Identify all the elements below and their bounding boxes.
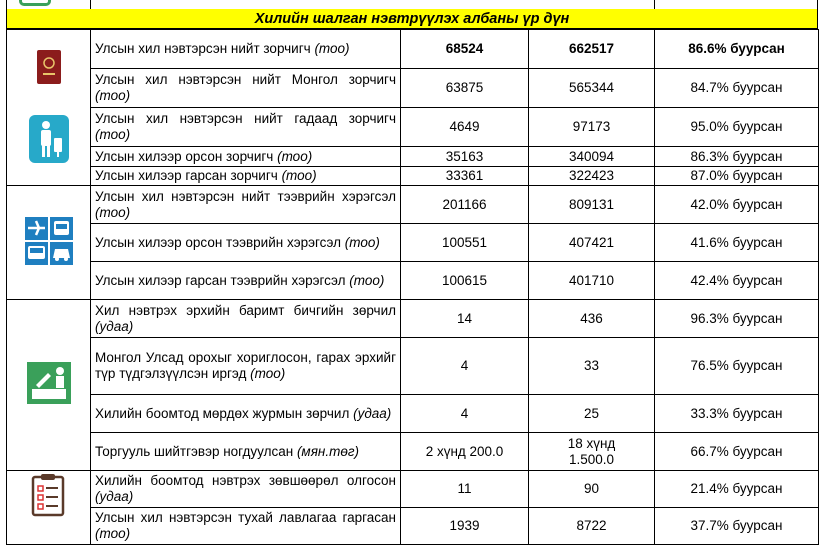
checklist-icon [29, 473, 69, 521]
value-current: 4 [401, 338, 529, 395]
passport-icon [33, 48, 65, 92]
transport-icon [24, 216, 74, 270]
value-previous: 662517 [529, 30, 655, 69]
value-previous: 25 [529, 395, 655, 433]
table-row [7, 471, 819, 508]
row-description: Торгууль шийтгэвэр ногдуулсан (мян.төг) [91, 433, 401, 471]
value-previous: 407421 [529, 224, 655, 262]
change-percent: 96.3% буурсан [655, 300, 819, 338]
value-previous: 565344 [529, 69, 655, 108]
value-current: 201166 [401, 186, 529, 224]
change-percent: 33.3% буурсан [655, 395, 819, 433]
change-percent: 21.4% буурсан [655, 471, 819, 508]
table-row [7, 69, 819, 108]
previous-table-edge [6, 0, 818, 9]
row-description: Улсын хил нэвтэрсэн нийт тээврийн хэрэгсэл (тоо) [91, 186, 401, 224]
row-description: Хилийн боомтод мөрдөх журмын зөрчил (удаа) [91, 395, 401, 433]
change-percent: 86.3% буурсан [655, 147, 819, 167]
table-row [7, 262, 819, 300]
table-row [7, 338, 819, 395]
change-percent: 87.0% буурсан [655, 167, 819, 186]
value-previous: 33 [529, 338, 655, 395]
change-percent: 42.0% буурсан [655, 186, 819, 224]
change-percent: 37.7% буурсан [655, 508, 819, 545]
row-description: Улсын хилээр гарсан зорчигч (тоо) [91, 167, 401, 186]
row-description: Улсын хил нэвтэрсэн нийт гадаад зорчигч (тоо) [91, 108, 401, 147]
section-title: Хилийн шалган нэвтрүүлэх албаны үр дүн [6, 9, 818, 29]
table-row [7, 224, 819, 262]
row-description: Хил нэвтрэх эрхийн баримт бичгийн зөрчил (удаа) [91, 300, 401, 338]
row-description: Улсын хилээр гарсан тээврийн хэрэгсэл (тоо) [91, 262, 401, 300]
value-current: 33361 [401, 167, 529, 186]
row-description: Улсын хил нэвтэрсэн тухай лавлагаа гаргасан (тоо) [91, 508, 401, 545]
value-current: 14 [401, 300, 529, 338]
change-percent: 95.0% буурсан [655, 108, 819, 147]
row-description: Улсын хилээр орсон зорчигч (тоо) [91, 147, 401, 167]
table-row [7, 167, 819, 186]
value-current: 63875 [401, 69, 529, 108]
value-current: 11 [401, 471, 529, 508]
table-row [7, 433, 819, 471]
value-current: 100551 [401, 224, 529, 262]
value-previous: 401710 [529, 262, 655, 300]
row-description: Монгол Улсад орохыг хориглосон, гарах эрхийг түр түдгэлзүүлсэн иргэд (тоо) [91, 338, 401, 395]
value-current: 68524 [401, 30, 529, 69]
value-previous: 90 [529, 471, 655, 508]
truncated-icon [19, 0, 51, 6]
permit-icon-cell [7, 471, 91, 545]
table-row [7, 147, 819, 167]
value-current: 100615 [401, 262, 529, 300]
row-description: Улсын хил нэвтэрсэн нийт зорчигч (тоо) [91, 30, 401, 69]
change-percent: 42.4% буурсан [655, 262, 819, 300]
value-previous: 809131 [529, 186, 655, 224]
traveler-icon [28, 114, 70, 168]
passenger-icon-cell [7, 30, 91, 186]
table-row [7, 300, 819, 338]
change-percent: 66.7% буурсан [655, 433, 819, 471]
value-current: 1939 [401, 508, 529, 545]
value-current: 4 [401, 395, 529, 433]
value-previous: 18 хүнд 1.500.0 [529, 433, 655, 471]
value-current: 2 хүнд 200.0 [401, 433, 529, 471]
row-description: Хилийн боомтод нэвтрэх зөвшөөрөл олгосон (удаа) [91, 471, 401, 508]
table-row [7, 30, 819, 69]
table-row [7, 186, 819, 224]
value-previous: 436 [529, 300, 655, 338]
change-percent: 86.6% буурсан [655, 30, 819, 69]
vehicle-icon-cell [7, 186, 91, 300]
value-previous: 340094 [529, 147, 655, 167]
value-current: 35163 [401, 147, 529, 167]
change-percent: 84.7% буурсан [655, 69, 819, 108]
change-percent: 76.5% буурсан [655, 338, 819, 395]
table-row [7, 508, 819, 545]
value-previous: 8722 [529, 508, 655, 545]
change-percent: 41.6% буурсан [655, 224, 819, 262]
violation-icon-cell [7, 300, 91, 471]
table-row [7, 108, 819, 147]
table-row [7, 395, 819, 433]
inspection-icon [26, 361, 72, 409]
row-description: Улсын хил нэвтэрсэн нийт Монгол зорчигч (тоо) [91, 69, 401, 108]
report-page [6, 0, 818, 545]
value-previous: 97173 [529, 108, 655, 147]
value-current: 4649 [401, 108, 529, 147]
results-table [6, 29, 819, 545]
value-previous: 322423 [529, 167, 655, 186]
row-description: Улсын хилээр орсон тээврийн хэрэгсэл (тоо) [91, 224, 401, 262]
